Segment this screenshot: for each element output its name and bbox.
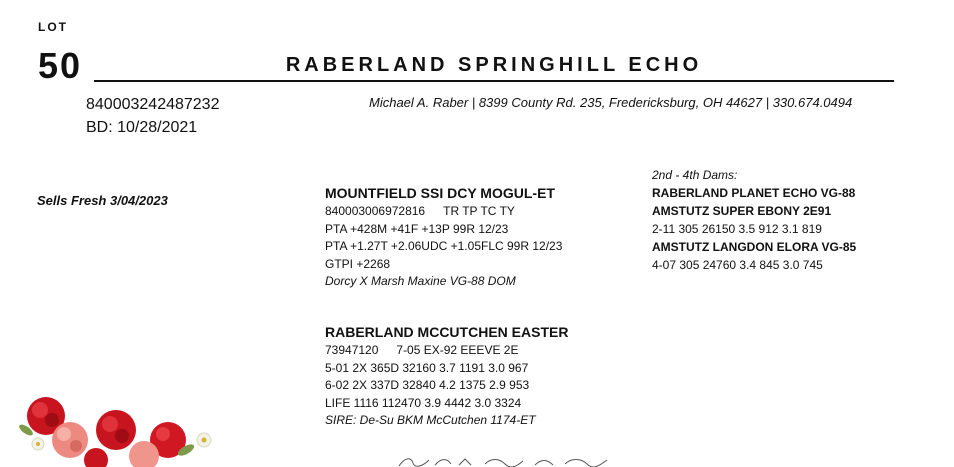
sire-codes: TR TP TC TY (443, 204, 515, 218)
daisy-icon (197, 433, 211, 447)
dam-record: 5-01 2X 365D 32160 3.7 1191 3.0 967 (325, 360, 529, 375)
red-carnation-icon (84, 448, 108, 467)
sire-pta-production: PTA +428M +41F +13P 99R 12/23 (325, 221, 509, 236)
sire-id-line (325, 203, 562, 221)
title-underline (94, 80, 894, 82)
ancestral-dams-block (652, 166, 856, 274)
lot-number: 50 (38, 45, 83, 86)
sire-name: MOUNTFIELD SSI DCY MOGUL-ET (325, 185, 555, 201)
sells-fresh-date: Sells Fresh 3/04/2023 (37, 193, 168, 208)
signature-script-decoration (395, 455, 615, 467)
registration-number: 840003242487232 (86, 96, 220, 113)
fourth-dam: AMSTUTZ LANGDON ELORA VG-85 (652, 240, 857, 254)
sire-pedigree: Dorcy X Marsh Maxine VG-88 DOM (325, 274, 516, 288)
birth-date: BD: 10/28/2021 (86, 119, 198, 136)
third-dam: AMSTUTZ SUPER EBONY 2E91 (652, 204, 832, 218)
dam-name: RABERLAND MCCUTCHEN EASTER (325, 324, 569, 340)
dam-registration: 73947120 (325, 343, 379, 357)
sire-gtpi: GTPI +2268 (325, 256, 391, 271)
animal-name: RABERLAND SPRINGHILL ECHO (285, 54, 703, 76)
ancestral-dams-label: 2nd - 4th Dams: (652, 168, 738, 182)
dam-sire: SIRE: De-Su BKM McCutchen 1174-ET (325, 413, 536, 427)
second-dam: RABERLAND PLANET ECHO VG-88 (652, 186, 856, 200)
carnation-flowers-decoration (18, 390, 218, 467)
dam-classification: 7-05 EX-92 EEEVE 2E (396, 343, 519, 357)
third-dam-record: 2-11 305 26150 3.5 912 3.1 819 (652, 222, 822, 236)
dam-block (325, 323, 568, 430)
consignor-info: Michael A. Raber | 8399 County Rd. 235, Fredericksburg, OH 44627 | 330.674.0494 (369, 95, 853, 110)
sire-registration: 840003006972816 (325, 204, 426, 218)
dam-lifetime-record: LIFE 1116 112470 3.9 4442 3.0 3324 (325, 395, 522, 410)
fourth-dam-record: 4-07 305 24760 3.4 845 3.0 745 (652, 258, 823, 272)
dam-record: 6-02 2X 337D 32840 4.2 1375 2.9 953 (325, 378, 530, 392)
pink-carnation-icon (52, 422, 88, 458)
dam-id-line (325, 342, 568, 360)
sire-block (325, 184, 562, 291)
daisy-icon (32, 438, 44, 450)
sire-pta-type: PTA +1.27T +2.06UDC +1.05FLC 99R 12/23 (325, 239, 563, 253)
lot-label: LOT (38, 20, 68, 34)
red-carnation-icon (96, 410, 136, 450)
